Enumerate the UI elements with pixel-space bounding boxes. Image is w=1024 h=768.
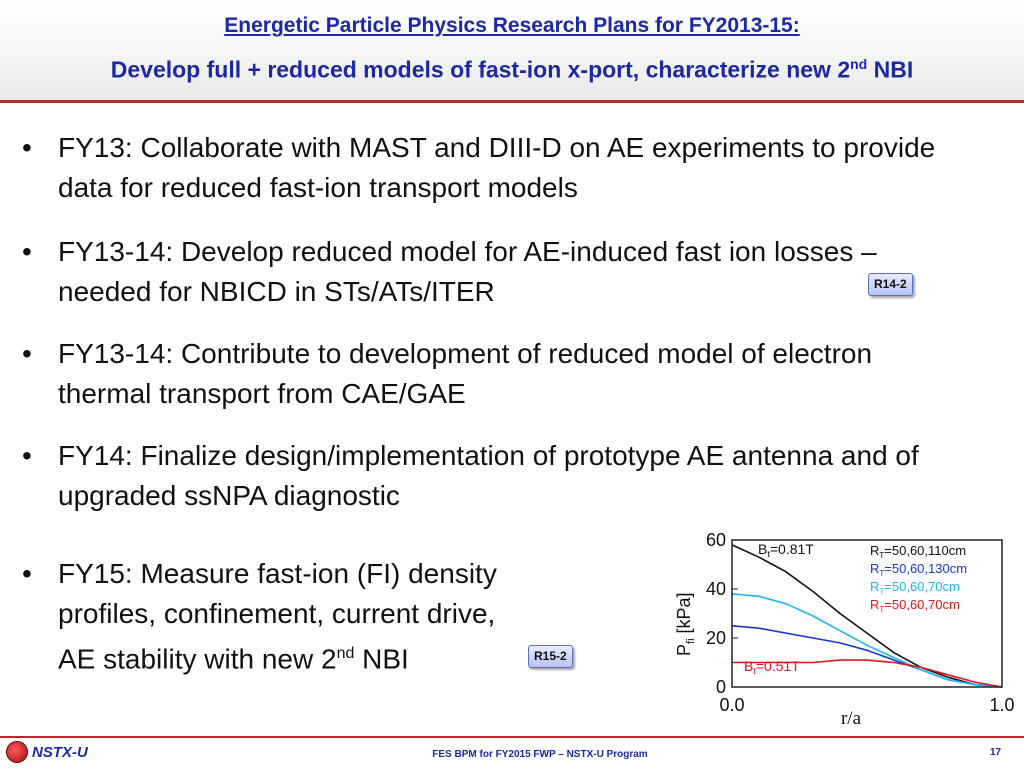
subtitle-sup: nd xyxy=(850,56,868,72)
footer-divider xyxy=(0,736,1024,738)
subtitle-main: Develop full + reduced models of fast-ion x-port, characterize new 2 xyxy=(110,56,851,83)
y-tick-label: 0 xyxy=(715,677,726,697)
bullet-line: AE stability with new 2 xyxy=(58,643,337,675)
tag-r15-2: R15-2 xyxy=(528,645,573,668)
page-number: 17 xyxy=(990,747,1002,758)
bullet-marker: • xyxy=(22,132,32,163)
nstx-u-logo xyxy=(6,741,106,763)
y-axis-label: $P_{fi}$ [kPa] xyxy=(674,592,697,656)
slide-title: Energetic Particle Physics Research Plans for FY2013-15: xyxy=(224,14,800,37)
legend-entry: $R_T=50,60,130cm$ xyxy=(870,561,968,578)
bullet-text: FY13-14: Contribute to development of reduced model of electron thermal transport from CAE/GAE xyxy=(58,338,873,409)
bullet-marker: • xyxy=(22,338,32,369)
y-tick-label: 40 xyxy=(705,579,726,599)
bullet-marker: • xyxy=(22,440,32,471)
x-tick-label: 0.0 xyxy=(719,695,745,715)
chart-svg xyxy=(670,528,1016,728)
slide-subtitle xyxy=(0,56,1024,84)
annotation-bt-high: $B_t=0.81T$ xyxy=(758,541,814,559)
logo-text: NSTX-U xyxy=(32,743,88,761)
legend-entry: $R_T=50,60,70cm$ xyxy=(870,579,960,596)
bullet-marker: • xyxy=(22,558,32,589)
chart-legend xyxy=(870,543,967,614)
bullet-sup: nd xyxy=(336,645,355,662)
bullet-text: FY13-14: Develop reduced model for AE-induced fast ion losses – needed for NBICD in STs/ATs/ITER xyxy=(58,236,877,307)
bullet-line: profiles, confinement, current drive, xyxy=(58,598,496,629)
bullet-item xyxy=(22,334,942,414)
y-tick-label: 20 xyxy=(705,628,726,648)
subtitle-end: NBI xyxy=(867,56,914,83)
bullet-item xyxy=(22,436,922,516)
legend-entry: $R_T=50,60,70cm$ xyxy=(870,597,960,614)
bullet-line-end: NBI xyxy=(354,643,409,675)
bullet-item xyxy=(22,232,942,312)
pressure-profile-chart xyxy=(670,528,1016,728)
y-tick-label: 60 xyxy=(705,530,726,550)
x-tick-label: 1.0 xyxy=(989,695,1015,715)
bullet-text: FY14: Finalize design/implementation of prototype AE antenna and of upgraded ssNPA diagnostic xyxy=(58,440,919,511)
annotation-bt-low: $B_t=0.51T$ xyxy=(744,658,800,676)
bullet-text: FY13: Collaborate with MAST and DIII-D on AE experiments to provide data for reduced fast-ion transport models xyxy=(58,132,936,203)
slide-header xyxy=(0,0,1024,100)
header-divider xyxy=(0,100,1024,103)
logo-emblem-icon xyxy=(6,741,28,763)
bullet-item xyxy=(22,128,982,208)
bullet-marker: • xyxy=(22,236,32,267)
tag-r14-2: R14-2 xyxy=(868,273,913,296)
legend-entry: $R_T=50,60,110cm$ xyxy=(870,543,967,560)
footer-text: FES BPM for FY2015 FWP – NSTX-U Program xyxy=(432,749,648,760)
x-axis-label: r/a xyxy=(840,708,862,728)
bullet-line: FY15: Measure fast-ion (FI) density xyxy=(58,558,497,589)
